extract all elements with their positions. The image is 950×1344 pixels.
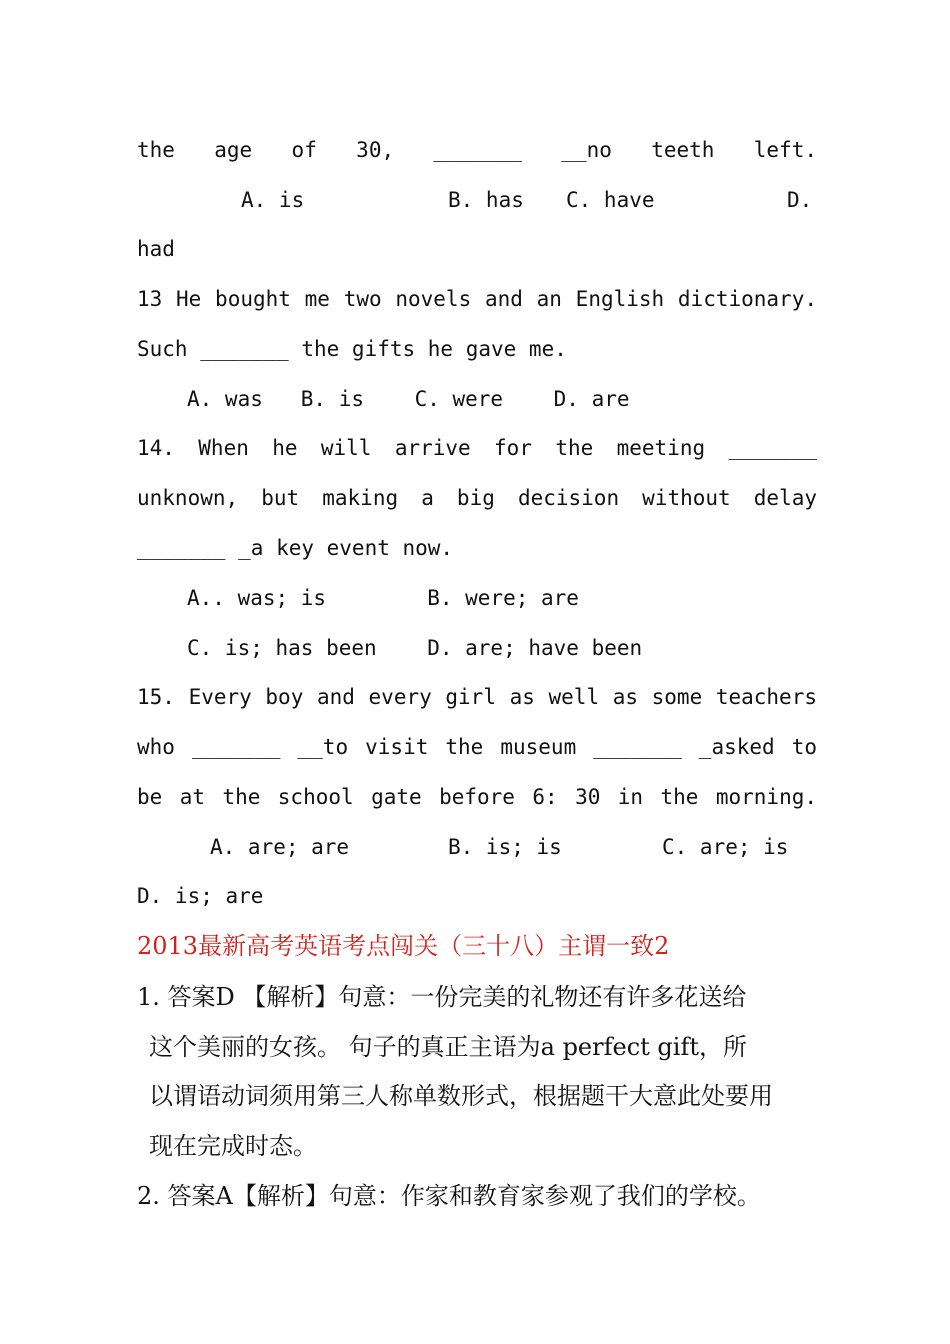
question-14-options-row-2: C. is; has been D. are; have been <box>187 636 643 660</box>
question-15-option-b: B. is; is <box>448 835 562 859</box>
answer-2-line-1: 2. 答案A【解析】句意：作家和教育家参观了我们的学校。 <box>137 1182 761 1210</box>
question-15-text-line-2: who _______ __to visit the museum _______ _asked to <box>137 735 817 759</box>
question-15-text-line-1: 15. Every boy and every girl as well as some teachers <box>137 685 817 709</box>
question-13-options: A. was B. is C. were D. are <box>187 387 630 411</box>
question-13-text-line-1: 13 He bought me two novels and an English dictionary. <box>137 287 817 311</box>
question-12-option-b: B. has <box>448 188 524 212</box>
answer-1-line-4: 现在完成时态。 <box>149 1132 317 1160</box>
question-14-text-line-3: _______ _a key event now. <box>137 536 454 560</box>
answers-heading: 2013最新高考英语考点闯关（三十八）主谓一致2 <box>137 932 670 960</box>
question-14-text-line-2: unknown, but making a big decision without delay <box>137 486 817 510</box>
question-15-option-a: A. are; are <box>210 835 350 859</box>
question-15-text-line-3: be at the school gate before 6: 30 in the morning. <box>137 785 817 809</box>
question-15-option-d: D. is; are <box>137 884 264 908</box>
question-14-options-row-1: A.. was; is B. were; are <box>187 586 579 610</box>
answer-1-line-3: 以谓语动词须用第三人称单数形式，根据题干大意此处要用 <box>149 1082 773 1110</box>
question-12-option-d-text: had <box>137 237 175 261</box>
answer-1-line-1: 1. 答案D 【解析】句意：一份完美的礼物还有许多花送给 <box>137 983 747 1011</box>
question-13-text-line-2: Such _______ the gifts he gave me. <box>137 337 567 361</box>
question-14-text-line-1: 14. When he will arrive for the meeting _______ <box>137 436 817 460</box>
question-12-option-a: A. is <box>241 188 305 212</box>
question-12-option-d: D. <box>787 188 813 212</box>
answer-1-line-2: 这个美丽的女孩。 句子的真正主语为a perfect gift，所 <box>149 1033 747 1061</box>
question-12-text-line-2: the age of 30, _______ __no teeth left. <box>137 138 817 162</box>
question-12-option-c: C. have <box>566 188 655 212</box>
question-15-option-c: C. are; is <box>662 835 789 859</box>
